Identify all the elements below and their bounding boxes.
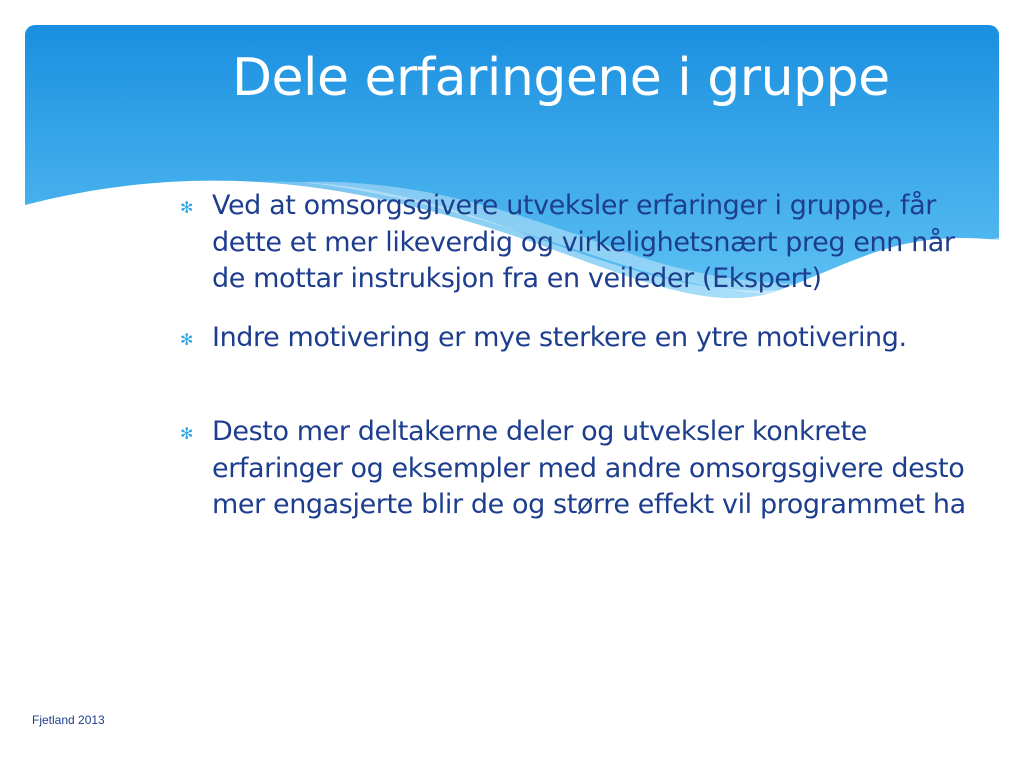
asterisk-bullet-icon: ✻ bbox=[180, 329, 194, 349]
slide-title: Dele erfaringene i gruppe bbox=[232, 48, 890, 108]
bullet-item bbox=[180, 320, 970, 357]
bullet-text: Desto mer deltakerne deler og utveksler konkrete erfaringer og eksempler med andre omsorgsgivere desto mer engasjerte blir de og større effekt vil programmet ha bbox=[212, 416, 966, 520]
footer-text: Fjetland 2013 bbox=[32, 713, 105, 727]
bullet-item bbox=[180, 414, 970, 524]
asterisk-bullet-icon: ✻ bbox=[180, 424, 194, 443]
bullet-item bbox=[180, 188, 970, 298]
bullet-text: Ved at omsorgsgivere utveksler erfaringer i gruppe, får dette et mer likeverdig og virkelighetsnært preg enn når de mottar instruksjon fra en veileder (Ekspert) bbox=[212, 190, 955, 294]
bullet-list bbox=[180, 188, 970, 524]
bullet-text: Indre motivering er mye sterkere en ytre motivering. bbox=[212, 321, 907, 353]
asterisk-bullet-icon: ✻ bbox=[180, 198, 194, 217]
